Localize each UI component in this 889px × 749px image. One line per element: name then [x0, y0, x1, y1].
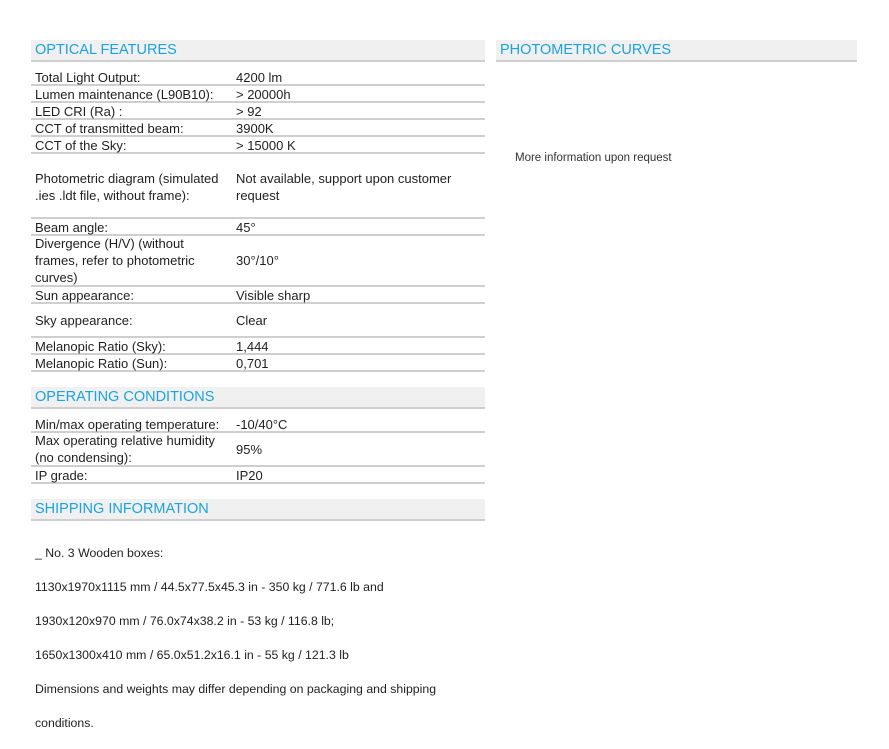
table-row	[31, 219, 485, 236]
row-value: > 20000h	[236, 87, 291, 102]
row-value: Not available, support upon customer request	[236, 171, 452, 203]
row-value: > 15000 K	[236, 138, 296, 153]
table-row	[31, 467, 485, 484]
table-row	[31, 416, 485, 433]
shipping-line: _ No. 3 Wooden boxes:	[35, 546, 164, 560]
left-column	[31, 40, 485, 749]
optical-features-header: OPTICAL FEATURES	[31, 40, 485, 62]
table-row	[31, 338, 485, 355]
row-label: CCT of the Sky:	[35, 138, 127, 153]
row-value: 4200 lm	[236, 70, 283, 85]
table-row	[31, 137, 485, 154]
row-label: Sun appearance:	[35, 288, 135, 303]
right-column	[496, 40, 857, 164]
shipping-line: 1930x120x970 mm / 76.0x74x38.2 in - 53 kg / 116.8 lb;	[35, 614, 335, 628]
row-label: CCT of transmitted beam:	[35, 121, 184, 136]
row-value: IP20	[236, 468, 263, 483]
photometric-curves-header: PHOTOMETRIC CURVES	[496, 40, 857, 62]
table-row	[31, 120, 485, 137]
shipping-line: 1130x1970x1115 mm / 44.5x77.5x45.3 in - 350 kg / 771.6 lb and	[35, 580, 384, 594]
shipping-line: Dimensions and weights may differ depending on packaging and shipping	[35, 682, 437, 696]
shipping-details	[31, 528, 485, 749]
row-label: Divergence (H/V) (without frames, refer to photometric curves)	[35, 236, 195, 285]
row-label: Max operating relative humidity (no condensing):	[35, 433, 215, 465]
row-label: Sky appearance:	[35, 312, 133, 328]
table-row	[31, 355, 485, 372]
row-value: Visible sharp	[236, 288, 311, 303]
table-row	[31, 304, 485, 338]
row-label: Total Light Output:	[35, 70, 141, 85]
table-row	[31, 154, 485, 219]
photometric-note: More information upon request	[515, 152, 672, 164]
table-row	[31, 103, 485, 120]
row-value: 3900K	[236, 121, 274, 136]
row-value: 95%	[236, 441, 263, 457]
row-label: IP grade:	[35, 468, 88, 483]
shipping-information-header: SHIPPING INFORMATION	[31, 499, 485, 521]
operating-conditions-header: OPERATING CONDITIONS	[31, 387, 485, 409]
row-value: 1,444	[236, 339, 269, 354]
row-label: Lumen maintenance (L90B10):	[35, 87, 214, 102]
table-row	[31, 86, 485, 103]
row-label: Min/max operating temperature:	[35, 417, 220, 432]
row-label: Photometric diagram (simulated .ies .ldt file, without frame):	[35, 171, 219, 203]
row-value: 45°	[236, 220, 256, 235]
row-value: 0,701	[236, 356, 269, 371]
shipping-line: conditions.	[35, 716, 94, 730]
operating-conditions-table	[31, 416, 485, 484]
optical-features-table	[31, 69, 485, 372]
table-row	[31, 433, 485, 467]
table-row	[31, 287, 485, 304]
row-label: LED CRI (Ra) :	[35, 104, 123, 119]
row-label: Melanopic Ratio (Sky):	[35, 339, 166, 354]
row-value: 30°/10°	[236, 253, 279, 268]
shipping-line: 1650x1300x410 mm / 65.0x51.2x16.1 in - 55 kg / 121.3 lb	[35, 648, 349, 662]
table-row	[31, 69, 485, 86]
row-value: > 92	[236, 104, 262, 119]
table-row	[31, 236, 485, 287]
row-value: -10/40°C	[236, 417, 288, 432]
row-label: Melanopic Ratio (Sun):	[35, 356, 168, 371]
row-label: Beam angle:	[35, 220, 108, 235]
row-value: Clear	[236, 312, 268, 328]
